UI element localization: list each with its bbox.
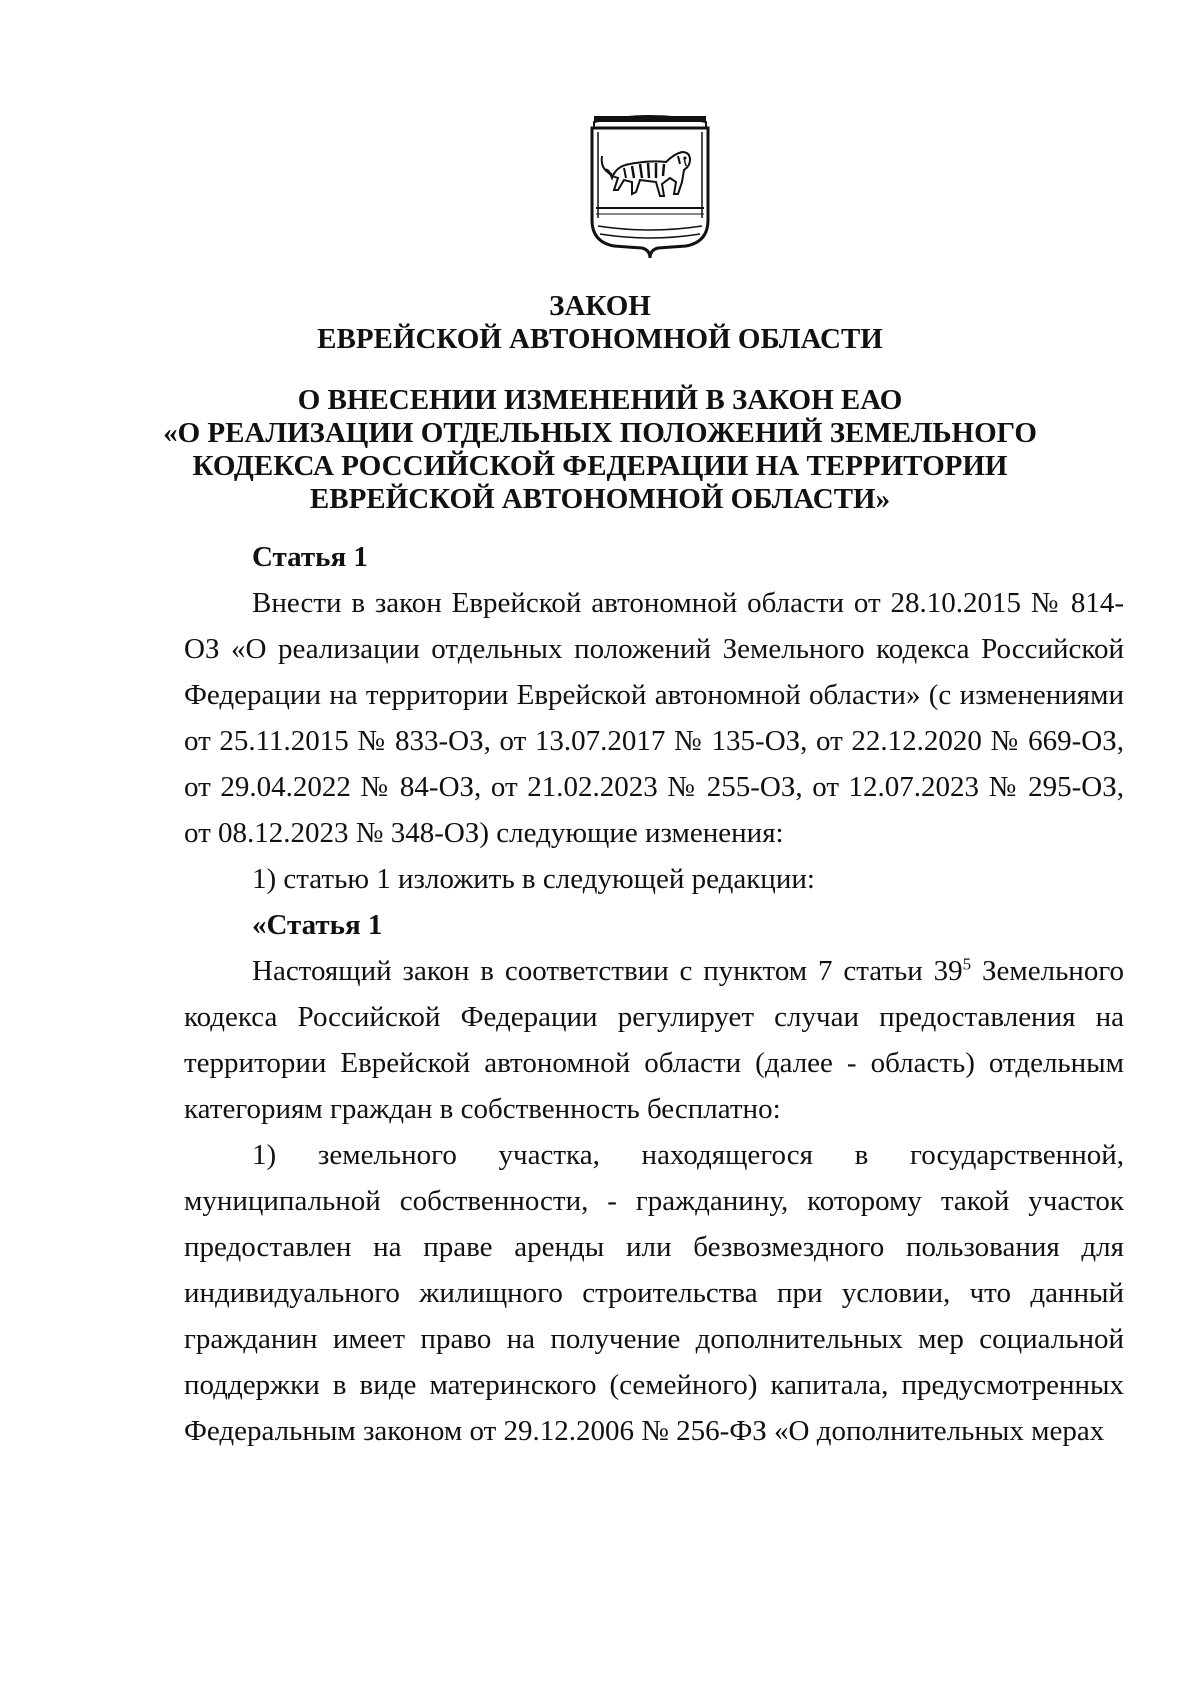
law-subject-line: «О РЕАЛИЗАЦИИ ОТДЕЛЬНЫХ ПОЛОЖЕНИЙ ЗЕМЕЛЬНОГО <box>163 417 1037 449</box>
law-title-line: ЗАКОН <box>549 290 651 322</box>
coat-of-arms-emblem <box>586 108 714 260</box>
document-body <box>184 534 1124 1454</box>
law-title-line: ЕВРЕЙСКОЙ АВТОНОМНОЙ ОБЛАСТИ <box>317 323 883 355</box>
quoted-paragraph-text: Настоящий закон в соответствии с пунктом 7 статьи 39 <box>252 955 963 987</box>
law-subject-line: КОДЕКСА РОССИЙСКОЙ ФЕДЕРАЦИИ НА ТЕРРИТОРИИ <box>192 450 1008 482</box>
law-subject-line: О ВНЕСЕНИИ ИЗМЕНЕНИЙ В ЗАКОН ЕАО <box>297 384 903 416</box>
quoted-paragraph-text: Земельного кодекса Российской Федерации регулирует случаи предоставления на территории Еврейской автономной области (далее - область) отдельным категориям граждан в собственность бесплатно: <box>184 955 1124 1125</box>
article-heading: Статья 1 <box>252 541 368 573</box>
quoted-article-heading: «Статья 1 <box>252 909 383 941</box>
quoted-article-item: 1) земельного участка, находящегося в государственной, муниципальной собственности, - гражданину, которому такой участок предоставлен на праве аренды или безвозмездного пользования для индивидуального жилищного строительства при условии, что данный гражданин имеет право на получение дополнительных мер социальной поддержки в виде материнского (семейного) капитала, предусмотренных Федеральным законом от 29.12.2006 № 256-ФЗ «О дополнительных мерах <box>184 1139 1124 1447</box>
quoted-article-paragraph <box>184 948 1124 1132</box>
law-subject-title <box>150 384 1050 516</box>
law-subject-line: ЕВРЕЙСКОЙ АВТОНОМНОЙ ОБЛАСТИ» <box>309 483 891 515</box>
law-title <box>150 290 1050 356</box>
superscript: 5 <box>962 954 972 974</box>
amendment-item: 1) статью 1 изложить в следующей редакции: <box>252 863 815 895</box>
article-intro-paragraph: Внести в закон Еврейской автономной области от 28.10.2015 № 814-ОЗ «О реализации отдельных положений Земельного кодекса Российской Федерации на территории Еврейской автономной области» (с изменениями от 25.11.2015 № 833-ОЗ, от 13.07.2017 № 135-ОЗ, от 22.12.2020 № 669-ОЗ, от 29.04.2022 № 84-ОЗ, от 21.02.2023 № 255-ОЗ, от 12.07.2023 № 295-ОЗ, от 08.12.2023 № 348-ОЗ) следующие изменения: <box>184 587 1124 849</box>
